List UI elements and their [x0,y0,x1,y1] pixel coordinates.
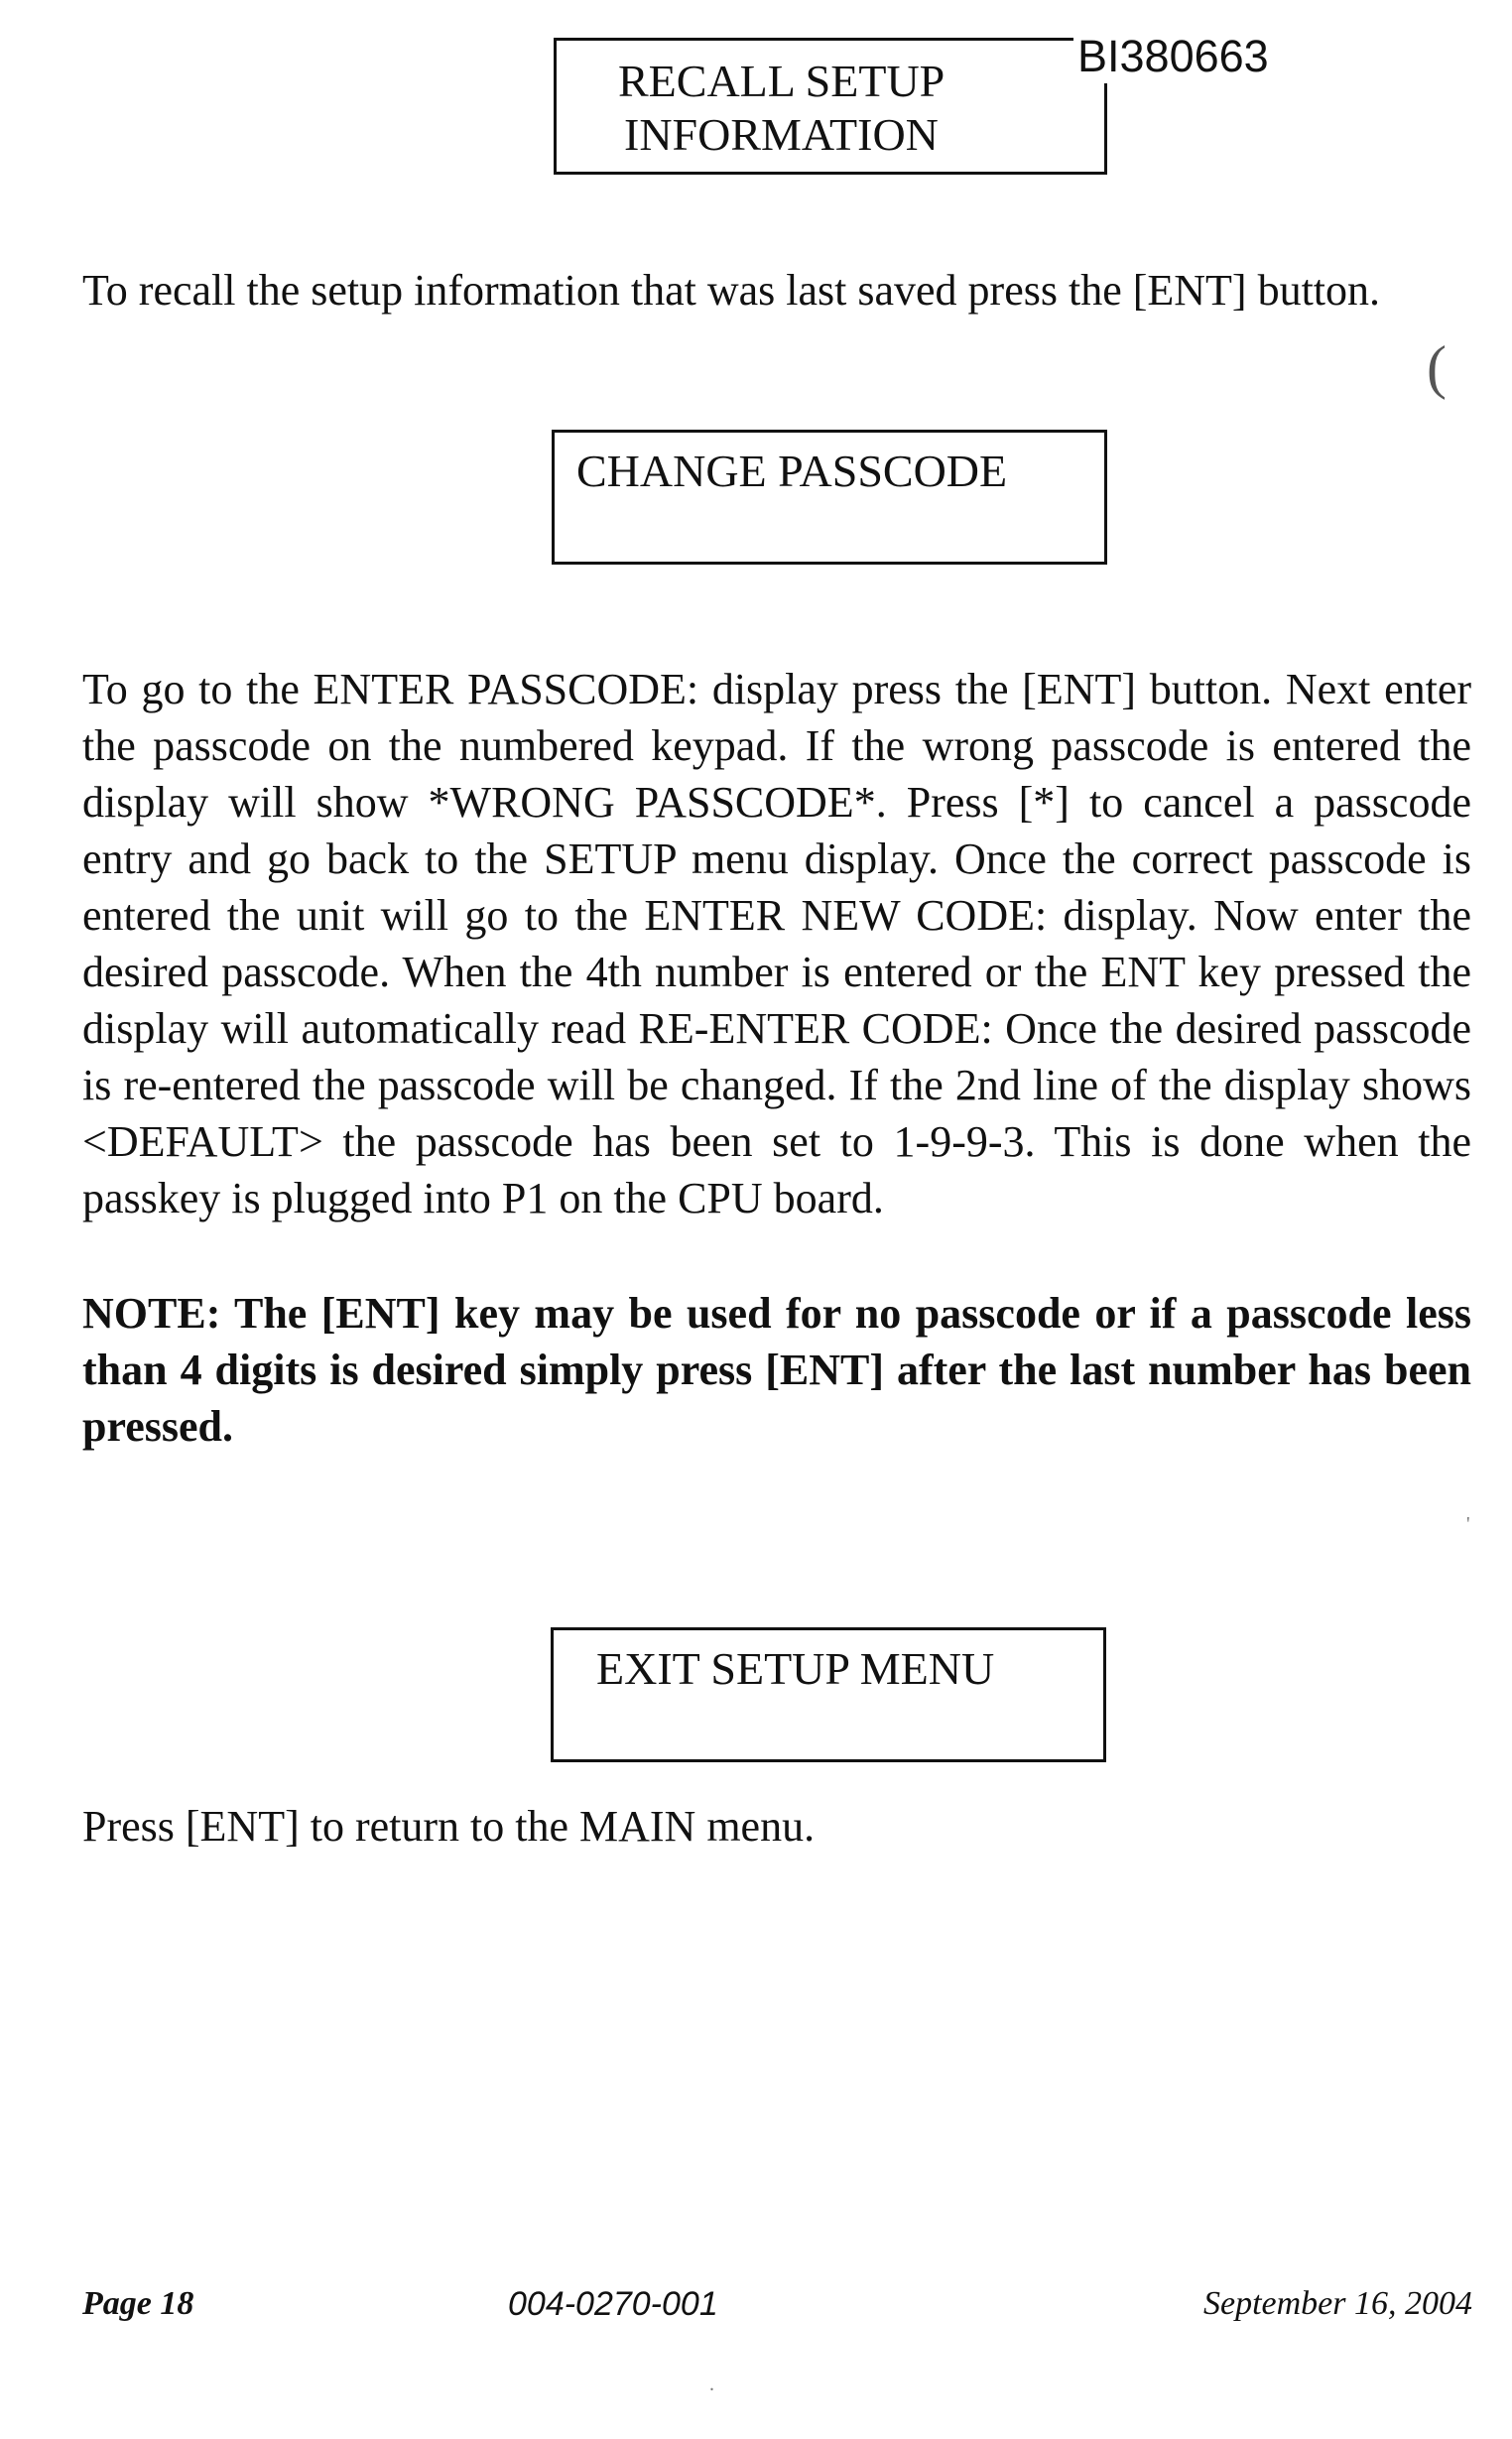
recall-instructions: To recall the setup information that was last saved press the [ENT] button. [82,266,1381,315]
exit-setup-heading-box [551,1627,1106,1762]
footer-page-number: Page 18 [82,2285,194,2322]
recall-heading-line1: RECALL SETUP [618,56,945,106]
stray-dot: . [709,2374,714,2395]
exit-instructions: Press [ENT] to return to the MAIN menu. [82,1802,816,1851]
footer-date: September 16, 2004 [1202,2285,1472,2322]
change-passcode-instructions: To go to the ENTER PASSCODE: display press the [ENT] button. Next enter the passcode on the numbered keypad. If the wrong passcode is entered the display will show *WRONG PASSCODE*. Press [*] to cancel a passcode entry and go back to the SETUP menu display. Once the correct passcode is entered the unit will go to the ENTER NEW CODE: display. Now enter the desired passcode. When the 4th number is entered or the ENT key pressed the display will automatically read RE-ENTER CODE: Once the desired passcode is re-entered the passcode will be changed. If the 2nd line of the display shows <DEFAULT> the passcode has been set to 1-9-9-3. This is done when the passkey is plugged into P1 on the CPU board. [82,665,1471,1222]
change-passcode-heading-box [552,430,1107,565]
stray-mark: ' [1466,1513,1470,1535]
change-heading: CHANGE PASSCODE [576,446,1008,496]
exit-heading: EXIT SETUP MENU [596,1643,995,1694]
recall-setup-heading-box [554,38,1107,175]
recall-heading-line2: INFORMATION [624,109,939,160]
footer-doc-number: 004-0270-001 [508,2285,718,2323]
passcode-note: NOTE: The [ENT] key may be used for no passcode or if a passcode less than 4 digits is desired simply press [ENT] after the last number has been pressed. [82,1289,1471,1451]
document-id: BI380663 [1073,30,1273,83]
margin-mark: ( [1427,334,1447,400]
